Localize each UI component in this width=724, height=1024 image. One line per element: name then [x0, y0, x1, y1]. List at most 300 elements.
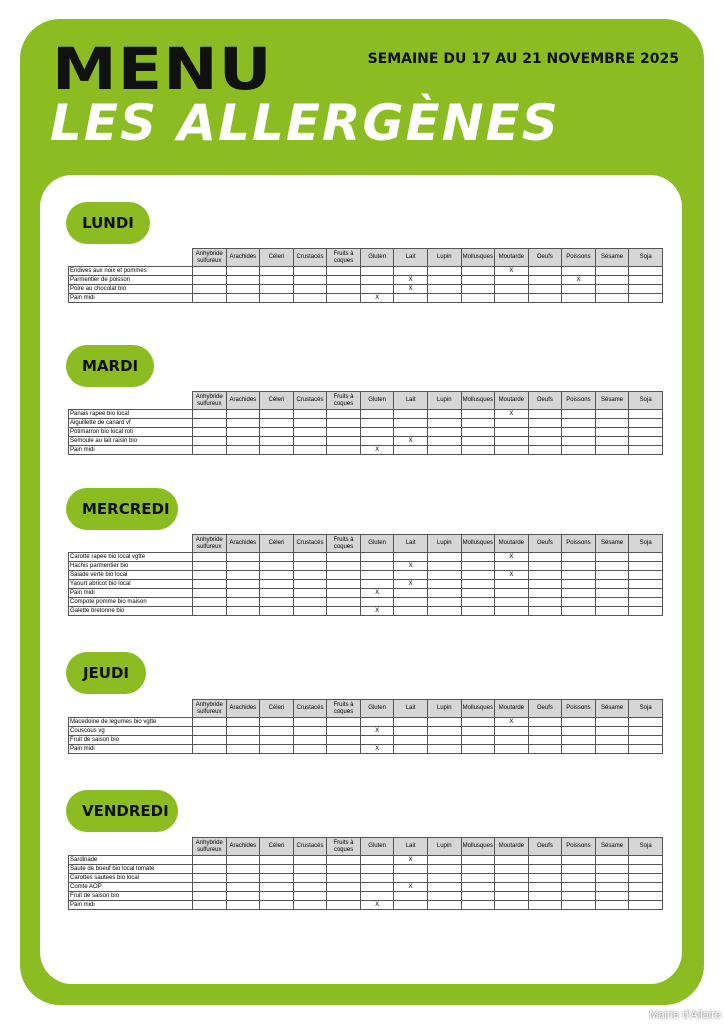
allergen-mark [528, 285, 562, 294]
allergen-mark [226, 571, 260, 580]
allergen-mark [629, 727, 663, 736]
allergen-mark [226, 883, 260, 892]
allergen-mark [528, 419, 562, 428]
allergen-header: Céleri [260, 838, 294, 856]
allergen-mark [461, 571, 495, 580]
allergen-mark [394, 901, 428, 910]
allergen-mark [394, 874, 428, 883]
table-row [69, 874, 663, 883]
allergen-mark [629, 883, 663, 892]
allergen-mark [595, 428, 629, 437]
dish-name: Compote pomme bio maison [69, 598, 193, 607]
allergen-mark [595, 553, 629, 562]
table-row [69, 410, 663, 419]
allergen-mark [327, 580, 361, 589]
allergen-mark [226, 437, 260, 446]
table-row [69, 745, 663, 754]
allergen-header: Oeufs [528, 249, 562, 267]
allergen-mark [629, 562, 663, 571]
allergen-header: Lupin [427, 392, 461, 410]
allergen-mark [461, 727, 495, 736]
allergen-mark [260, 285, 294, 294]
allergen-mark [495, 285, 529, 294]
allergen-mark [528, 410, 562, 419]
allergen-mark [562, 410, 596, 419]
allergen-mark [226, 727, 260, 736]
allergen-mark [562, 589, 596, 598]
allergen-mark [595, 571, 629, 580]
allergen-mark [193, 727, 227, 736]
table-row [69, 571, 663, 580]
allergen-mark [260, 580, 294, 589]
allergen-mark [327, 892, 361, 901]
allergen-header: Moutarde [495, 535, 529, 553]
allergen-mark [226, 294, 260, 303]
allergen-mark [327, 874, 361, 883]
allergen-mark [427, 294, 461, 303]
allergen-header: Gluten [360, 838, 394, 856]
allergen-mark [562, 745, 596, 754]
allergen-mark [595, 410, 629, 419]
allergen-mark [427, 419, 461, 428]
allergen-mark [427, 865, 461, 874]
allergen-mark [595, 856, 629, 865]
allergen-mark [394, 419, 428, 428]
table-header-row [69, 700, 663, 718]
allergen-mark [595, 419, 629, 428]
allergen-mark [260, 419, 294, 428]
allergen-mark [293, 446, 327, 455]
allergen-mark: X [495, 718, 529, 727]
allergen-mark [528, 718, 562, 727]
table-row [69, 607, 663, 616]
allergen-mark [293, 718, 327, 727]
allergen-mark [193, 437, 227, 446]
allergen-mark [495, 562, 529, 571]
dish-name: Fruit de saison bio [69, 736, 193, 745]
allergen-table-3 [68, 699, 663, 754]
allergen-mark [260, 892, 294, 901]
header-blank-cell [69, 838, 193, 856]
allergen-mark [226, 856, 260, 865]
allergen-mark [327, 883, 361, 892]
allergen-mark [528, 883, 562, 892]
allergen-header: Soja [629, 535, 663, 553]
allergen-mark [495, 865, 529, 874]
allergen-header: Crustacés [293, 249, 327, 267]
allergen-mark [360, 580, 394, 589]
allergen-mark [528, 437, 562, 446]
allergen-mark [595, 883, 629, 892]
allergen-mark: X [360, 294, 394, 303]
allergen-mark [193, 580, 227, 589]
allergen-mark [629, 294, 663, 303]
allergen-mark [461, 745, 495, 754]
dish-name: Macedoine de legumes bio vgtte [69, 718, 193, 727]
table-row [69, 419, 663, 428]
dish-name: Endives aux noix et pommes [69, 267, 193, 276]
allergen-mark [528, 856, 562, 865]
allergen-mark [193, 562, 227, 571]
allergen-mark [629, 598, 663, 607]
allergen-mark [629, 718, 663, 727]
day-label-2: MERCREDI [66, 488, 178, 530]
allergen-mark [528, 553, 562, 562]
allergen-header: Fruits à coques [327, 838, 361, 856]
allergen-header: Arachides [226, 700, 260, 718]
allergen-mark [629, 865, 663, 874]
allergen-mark [427, 410, 461, 419]
allergen-mark [226, 901, 260, 910]
allergen-mark [293, 267, 327, 276]
allergen-mark [562, 580, 596, 589]
allergen-mark [562, 446, 596, 455]
allergen-mark [293, 883, 327, 892]
allergen-header: Lupin [427, 700, 461, 718]
allergen-mark [427, 446, 461, 455]
allergen-mark [327, 598, 361, 607]
allergen-mark [260, 718, 294, 727]
allergen-mark [629, 446, 663, 455]
allergen-mark [595, 294, 629, 303]
allergen-mark [193, 736, 227, 745]
header-blank-cell [69, 535, 193, 553]
allergen-mark [427, 745, 461, 754]
allergen-mark [562, 865, 596, 874]
allergen-mark [562, 598, 596, 607]
allergen-header: Anhybride sulfureux [193, 249, 227, 267]
allergens-title: LES ALLERGÈNES [50, 94, 560, 152]
allergen-mark [226, 718, 260, 727]
allergen-mark [595, 267, 629, 276]
allergen-table-0 [68, 248, 663, 303]
allergen-header: Moutarde [495, 249, 529, 267]
allergen-mark [427, 562, 461, 571]
allergen-mark [427, 428, 461, 437]
dish-name: Carottes sautees bio local [69, 874, 193, 883]
allergen-header: Oeufs [528, 535, 562, 553]
allergen-header: Oeufs [528, 838, 562, 856]
allergen-mark [495, 727, 529, 736]
allergen-mark [528, 294, 562, 303]
day-label-0: LUNDI [66, 202, 150, 244]
allergen-mark [360, 437, 394, 446]
allergen-mark: X [495, 553, 529, 562]
table-row [69, 892, 663, 901]
allergen-header: Lait [394, 392, 428, 410]
allergen-mark [293, 607, 327, 616]
allergen-mark [528, 736, 562, 745]
allergen-mark [562, 419, 596, 428]
dish-name: Pain midi [69, 745, 193, 754]
allergen-mark [562, 437, 596, 446]
dish-name: Aiguillette de canard vf [69, 419, 193, 428]
allergen-mark [327, 446, 361, 455]
allergen-mark [495, 580, 529, 589]
allergen-mark [461, 874, 495, 883]
allergen-mark [394, 892, 428, 901]
allergen-mark [360, 410, 394, 419]
allergen-mark [629, 580, 663, 589]
table-header-row [69, 249, 663, 267]
dish-name: Sardinade [69, 856, 193, 865]
allergen-mark [293, 437, 327, 446]
allergen-mark [260, 428, 294, 437]
dish-name: Parmentier de poisson [69, 276, 193, 285]
allergen-mark [360, 892, 394, 901]
dish-name: Pain midi [69, 901, 193, 910]
allergen-mark [427, 276, 461, 285]
allergen-header: Oeufs [528, 392, 562, 410]
allergen-header: Oeufs [528, 700, 562, 718]
allergen-mark [260, 589, 294, 598]
allergen-mark [293, 294, 327, 303]
allergen-mark [193, 276, 227, 285]
allergen-header: Gluten [360, 535, 394, 553]
allergen-mark [562, 883, 596, 892]
day-label-3: JEUDI [66, 652, 146, 694]
allergen-mark [226, 446, 260, 455]
dish-name: Pain midi [69, 589, 193, 598]
allergen-mark [528, 598, 562, 607]
dish-name: Poire au chocolat bio [69, 285, 193, 294]
allergen-mark [260, 294, 294, 303]
allergen-header: Mollusques [461, 249, 495, 267]
allergen-mark [595, 892, 629, 901]
allergen-mark [394, 428, 428, 437]
allergen-header: Sésame [595, 838, 629, 856]
allergen-mark [394, 727, 428, 736]
allergen-mark [562, 874, 596, 883]
allergen-header: Lait [394, 249, 428, 267]
table-row [69, 285, 663, 294]
allergen-header: Anhybride sulfureux [193, 535, 227, 553]
allergen-header: Moutarde [495, 392, 529, 410]
allergen-mark [293, 571, 327, 580]
allergen-header: Anhybride sulfureux [193, 700, 227, 718]
allergen-mark [260, 883, 294, 892]
allergen-mark [562, 901, 596, 910]
table-row [69, 901, 663, 910]
allergen-mark [629, 410, 663, 419]
allergen-header: Crustacés [293, 700, 327, 718]
allergen-mark [461, 901, 495, 910]
allergen-mark [595, 718, 629, 727]
allergen-mark [461, 562, 495, 571]
table-row [69, 856, 663, 865]
allergen-mark [427, 607, 461, 616]
allergen-header: Céleri [260, 392, 294, 410]
week-label: SEMAINE DU 17 AU 21 NOVEMBRE 2025 [367, 51, 679, 67]
allergen-mark [360, 428, 394, 437]
allergen-mark [260, 571, 294, 580]
allergen-header: Gluten [360, 392, 394, 410]
allergen-mark [629, 745, 663, 754]
allergen-mark [495, 745, 529, 754]
menu-title: MENU [52, 35, 273, 103]
dish-name: Semoule au lait raisin bio [69, 437, 193, 446]
table-header-row [69, 392, 663, 410]
allergen-mark [461, 267, 495, 276]
allergen-mark [327, 571, 361, 580]
allergen-header: Soja [629, 700, 663, 718]
allergen-mark [293, 285, 327, 294]
allergen-mark [495, 856, 529, 865]
allergen-mark [394, 589, 428, 598]
allergen-mark [327, 285, 361, 294]
allergen-mark [226, 607, 260, 616]
allergen-mark [629, 437, 663, 446]
allergen-mark [629, 901, 663, 910]
allergen-mark [226, 589, 260, 598]
allergen-header: Moutarde [495, 700, 529, 718]
allergen-mark [461, 718, 495, 727]
dish-name: Saute de boeuf bio local tomate [69, 865, 193, 874]
allergen-mark [427, 874, 461, 883]
allergen-mark [293, 727, 327, 736]
allergen-mark [360, 736, 394, 745]
allergen-mark [562, 553, 596, 562]
allergen-mark [595, 745, 629, 754]
allergen-mark [226, 874, 260, 883]
allergen-mark [427, 571, 461, 580]
allergen-mark [595, 276, 629, 285]
table-row [69, 437, 663, 446]
allergen-mark [629, 874, 663, 883]
allergen-header: Fruits à coques [327, 700, 361, 718]
allergen-mark [427, 883, 461, 892]
allergen-header: Anhybride sulfureux [193, 392, 227, 410]
allergen-mark [562, 736, 596, 745]
allergen-mark [461, 428, 495, 437]
header-blank-cell [69, 700, 193, 718]
table-row [69, 446, 663, 455]
allergen-mark [193, 892, 227, 901]
allergen-mark [226, 276, 260, 285]
allergen-mark [562, 892, 596, 901]
allergen-mark [394, 571, 428, 580]
allergen-mark [595, 874, 629, 883]
allergen-mark [360, 718, 394, 727]
allergen-mark [293, 562, 327, 571]
dish-name: Pain midi [69, 446, 193, 455]
allergen-mark [528, 276, 562, 285]
allergen-mark: X [562, 276, 596, 285]
allergen-mark [427, 598, 461, 607]
allergen-mark [629, 856, 663, 865]
allergen-mark [562, 562, 596, 571]
allergen-header: Arachides [226, 838, 260, 856]
allergen-mark [193, 874, 227, 883]
allergen-mark [260, 874, 294, 883]
allergen-mark [260, 598, 294, 607]
allergen-mark [562, 607, 596, 616]
allergen-mark [193, 428, 227, 437]
allergen-mark [260, 727, 294, 736]
allergen-mark [193, 745, 227, 754]
allergen-header: Lait [394, 838, 428, 856]
allergen-mark [193, 410, 227, 419]
allergen-mark [226, 562, 260, 571]
allergen-mark [360, 874, 394, 883]
allergen-mark [528, 589, 562, 598]
allergen-mark [495, 428, 529, 437]
allergen-mark [394, 553, 428, 562]
allergen-mark [327, 267, 361, 276]
allergen-mark [495, 446, 529, 455]
allergen-mark [327, 727, 361, 736]
allergen-mark [260, 745, 294, 754]
allergen-mark [260, 410, 294, 419]
allergen-header: Soja [629, 249, 663, 267]
allergen-header: Poissons [562, 249, 596, 267]
allergen-mark [629, 267, 663, 276]
allergen-mark: X [360, 745, 394, 754]
allergen-mark [327, 745, 361, 754]
allergen-mark [495, 874, 529, 883]
allergen-mark [595, 437, 629, 446]
allergen-header: Fruits à coques [327, 535, 361, 553]
allergen-mark: X [394, 276, 428, 285]
allergen-mark [226, 580, 260, 589]
allergen-mark [595, 562, 629, 571]
allergen-mark [360, 571, 394, 580]
allergen-mark [427, 727, 461, 736]
allergen-mark [327, 856, 361, 865]
allergen-mark [461, 856, 495, 865]
allergen-mark: X [394, 580, 428, 589]
allergen-mark [394, 865, 428, 874]
allergen-header: Crustacés [293, 838, 327, 856]
allergen-mark [360, 285, 394, 294]
allergen-header: Céleri [260, 700, 294, 718]
allergen-mark [427, 892, 461, 901]
allergen-mark [461, 553, 495, 562]
allergen-mark [260, 856, 294, 865]
allergen-mark: X [360, 589, 394, 598]
allergen-mark [495, 901, 529, 910]
allergen-mark [595, 589, 629, 598]
allergen-mark [562, 856, 596, 865]
allergen-mark [528, 892, 562, 901]
dish-name: Pain midi [69, 294, 193, 303]
allergen-header: Lait [394, 700, 428, 718]
allergen-mark [495, 589, 529, 598]
allergen-mark [260, 736, 294, 745]
allergen-mark [495, 598, 529, 607]
allergen-mark [327, 437, 361, 446]
allergen-mark [193, 294, 227, 303]
allergen-mark [360, 553, 394, 562]
allergen-mark [360, 267, 394, 276]
dish-name: Galette bretonne bio [69, 607, 193, 616]
allergen-mark [595, 446, 629, 455]
allergen-mark [226, 553, 260, 562]
allergen-mark [394, 607, 428, 616]
allergen-mark [293, 745, 327, 754]
allergen-mark [461, 892, 495, 901]
allergen-mark [595, 901, 629, 910]
allergen-mark [629, 285, 663, 294]
allergen-mark [293, 419, 327, 428]
table-header-row [69, 535, 663, 553]
table-row [69, 428, 663, 437]
allergen-header: Poissons [562, 392, 596, 410]
allergen-mark [293, 410, 327, 419]
allergen-mark [394, 267, 428, 276]
allergen-mark [360, 562, 394, 571]
allergen-mark [360, 865, 394, 874]
